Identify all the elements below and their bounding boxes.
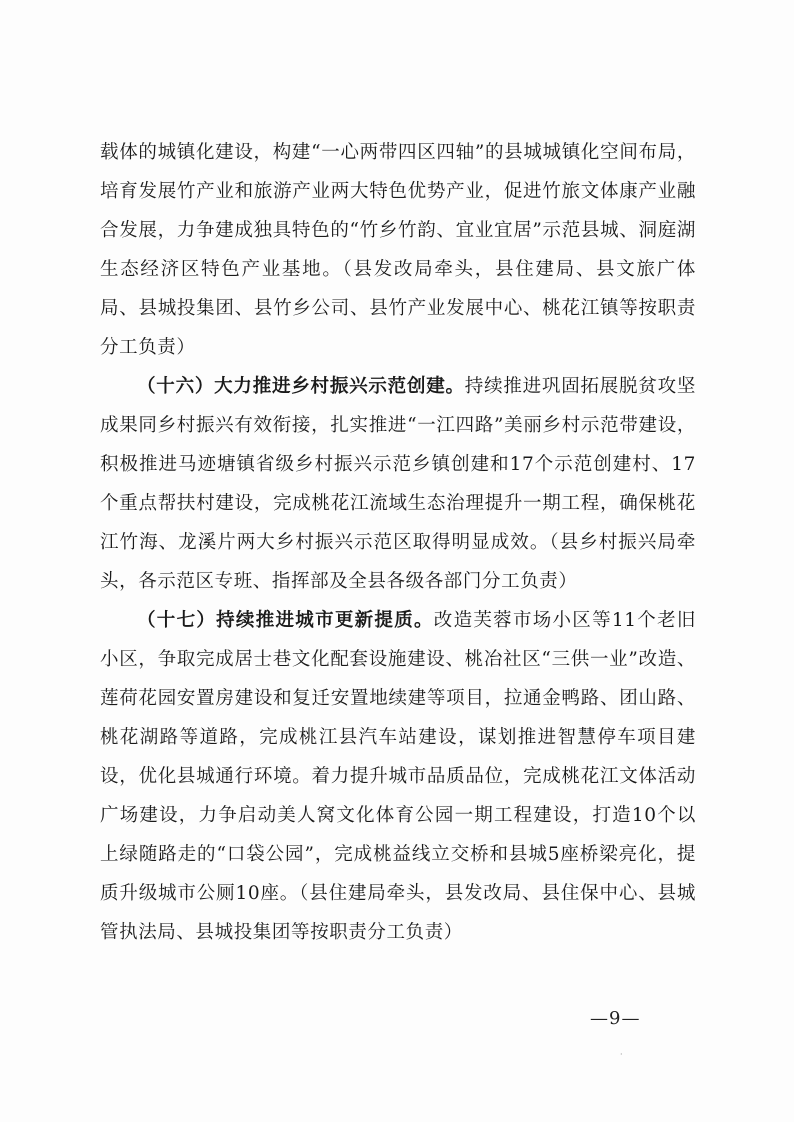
paragraph-1: 载体的城镇化建设，构建“一心两带四区四轴”的县城城镇化空间布局，培育发展竹产业和旅游产业两大特色优势产业，促进竹旅文体康产业融合发展，力争建成独具特色的“竹乡竹韵、宜业宜居”示范县城、洞庭湖生态经济区特色产业基地。（县发改局牵头，县住建局、县文旅广体局、县城投集团、县竹乡公司、县竹产业发展中心、桃花江镇等按职责分工负责） xyxy=(100,142,696,358)
paragraph-3 xyxy=(100,601,696,952)
paragraph-3-heading: （十七）持续推进城市更新提质。 xyxy=(137,610,434,631)
paragraph-2-heading: （十六）大力推进乡村振兴示范创建。 xyxy=(137,376,465,397)
paragraph-3-body: 改造芙蓉市场小区等11个老旧小区，争取完成居士巷文化配套设施建设、桃冶社区“三供一业”改造、莲荷花园安置房建设和复迁安置地续建等项目，拉通金鸭路、团山路、桃花湖路等道路，完成桃江县汽车站建设，谋划推进智慧停车项目建设，优化县城通行环境。着力提升城市品质品位，完成桃花江文体活动广场建设，力争启动美人窝文化体育公园一期工程建设，打造10个以上绿随路走的“口袋公园”，完成桃益线立交桥和县城5座桥梁亮化，提质升级城市公厕10座。（县住建局牵头，县发改局、县住保中心、县城管执法局、县城投集团等按职责分工负责） xyxy=(100,610,696,943)
paragraph-2-body: 持续推进巩固拓展脱贫攻坚成果同乡村振兴有效衔接，扎实推进“一江四路”美丽乡村示范带建设，积极推进马迹塘镇省级乡村振兴示范乡镇创建和17个示范创建村、17个重点帮扶村建设，完成桃花江流域生态治理提升一期工程，确保桃花江竹海、龙溪片两大乡村振兴示范区取得明显成效。（县乡村振兴局牵头，各示范区专班、指挥部及全县各级各部门分工负责） xyxy=(100,376,696,592)
page-number: —9— xyxy=(590,1008,641,1029)
paragraph-2 xyxy=(100,367,696,601)
scan-speck-mark: · xyxy=(620,1050,623,1059)
document-body xyxy=(100,133,696,952)
